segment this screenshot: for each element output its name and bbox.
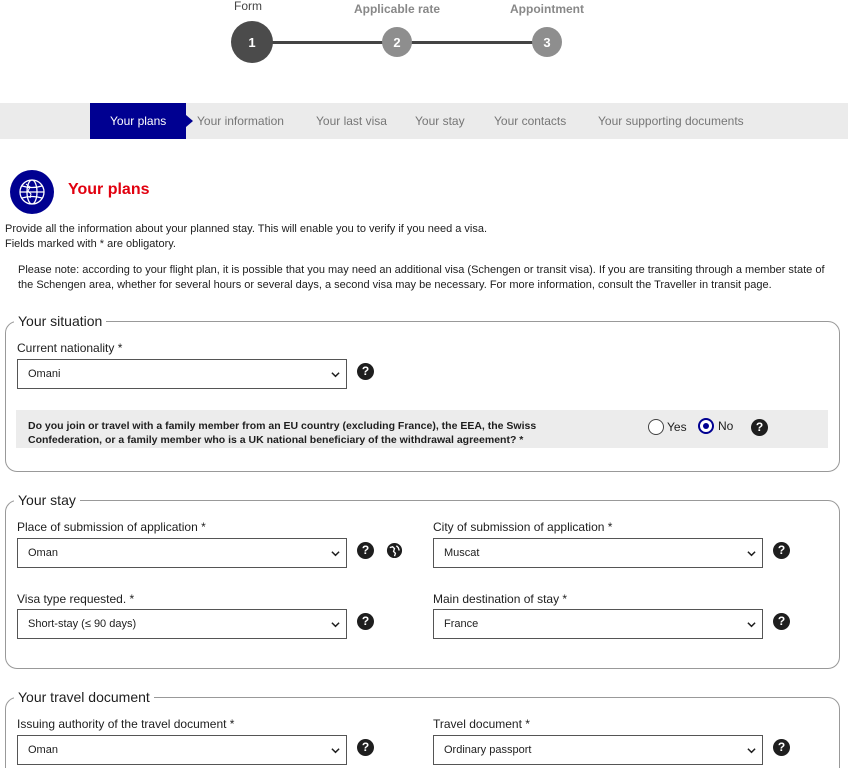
tab-your-contacts[interactable]: Your contacts (494, 114, 567, 128)
no-label: No (718, 419, 734, 433)
tab-your-supporting-documents[interactable]: Your supporting documents (598, 114, 744, 128)
tab-your-stay[interactable]: Your stay (415, 114, 465, 128)
chevron-down-icon (747, 746, 756, 755)
globe-icon (10, 170, 54, 214)
main-destination-select[interactable] (433, 609, 763, 639)
chevron-down-icon (331, 746, 340, 755)
tab-your-plans[interactable]: Your plans (90, 103, 186, 139)
travel-document-label: Travel document * (433, 717, 530, 731)
yes-radio[interactable] (648, 419, 664, 435)
step-connector (410, 41, 535, 44)
visa-type-value: Short-stay (≤ 90 days) (28, 618, 137, 630)
visa-type-label: Visa type requested. * (17, 592, 135, 606)
issuing-authority-value: Oman (28, 744, 58, 756)
intro-text (5, 222, 487, 252)
question-circle-icon[interactable]: ? (357, 363, 374, 380)
city-of-submission-select[interactable] (433, 538, 763, 568)
place-of-submission-value: Oman (28, 547, 58, 559)
form-tabs (0, 103, 848, 139)
situation-legend: Your situation (14, 313, 106, 329)
city-of-submission-value: Muscat (444, 547, 480, 559)
chevron-down-icon (331, 620, 340, 629)
stay-legend: Your stay (14, 492, 80, 508)
question-circle-icon[interactable]: ? (773, 613, 790, 630)
visa-type-select[interactable] (17, 609, 347, 639)
step-label-form: Form (234, 0, 262, 13)
question-circle-icon[interactable]: ? (357, 542, 374, 559)
step-label-applicable-rate: Applicable rate (353, 2, 441, 16)
page-title: Your plans (68, 181, 150, 198)
tab-your-last-visa[interactable]: Your last visa (316, 114, 387, 128)
family-member-question (16, 410, 828, 448)
situation-fieldset (5, 313, 840, 472)
travel-document-fieldset (5, 689, 840, 768)
step-1-circle: 1 (231, 21, 273, 63)
city-of-submission-label: City of submission of application * (433, 520, 613, 534)
chevron-down-icon (747, 620, 756, 629)
chevron-down-icon (747, 549, 756, 558)
main-destination-label: Main destination of stay * (433, 592, 568, 606)
intro-line: Provide all the information about your planned stay. This will enable you to verify if you need a visa. (5, 223, 488, 235)
issuing-authority-label: Issuing authority of the travel document * (17, 717, 235, 731)
place-of-submission-label: Place of submission of application * (17, 520, 206, 534)
nationality-value: Omani (28, 368, 61, 380)
transit-note: Please note: according to your flight plan, it is possible that you may need an additional visa (Schengen or transit visa). If you are transiting through a member state of the Schengen area, whether for several hours or several days, a second visa may be necessary. For more information, consult the Traveller in transit page. (18, 264, 825, 291)
obligatory-note: Fields marked with * are obligatory. (5, 238, 176, 250)
globe-map-icon[interactable] (386, 542, 403, 559)
progress-stepper (0, 0, 848, 90)
issuing-authority-select[interactable] (17, 735, 347, 765)
travel-document-legend: Your travel document (14, 689, 154, 705)
chevron-down-icon (331, 549, 340, 558)
family-member-question-text: Do you join or travel with a family member from an EU country (excluding France), the EEA, the Swiss Confederation, or a family member who is a UK national beneficiary of the withdrawal agreement? * (28, 420, 537, 446)
step-3-circle: 3 (532, 27, 562, 57)
chevron-down-icon (331, 370, 340, 379)
step-label-appointment: Appointment (510, 2, 584, 16)
nationality-select[interactable] (17, 359, 347, 389)
travel-document-value: Ordinary passport (444, 744, 532, 756)
no-radio[interactable] (698, 418, 714, 434)
place-of-submission-select[interactable] (17, 538, 347, 568)
question-circle-icon[interactable]: ? (751, 419, 768, 436)
question-circle-icon[interactable]: ? (357, 613, 374, 630)
tab-your-information[interactable]: Your information (197, 114, 284, 128)
question-circle-icon[interactable]: ? (773, 739, 790, 756)
question-circle-icon[interactable]: ? (773, 542, 790, 559)
step-2-circle: 2 (382, 27, 412, 57)
yes-label: Yes (667, 420, 687, 434)
stay-fieldset (5, 492, 840, 669)
travel-document-select[interactable] (433, 735, 763, 765)
question-circle-icon[interactable]: ? (357, 739, 374, 756)
main-destination-value: France (444, 618, 479, 630)
step-connector (270, 41, 385, 44)
nationality-label: Current nationality * (17, 341, 123, 355)
